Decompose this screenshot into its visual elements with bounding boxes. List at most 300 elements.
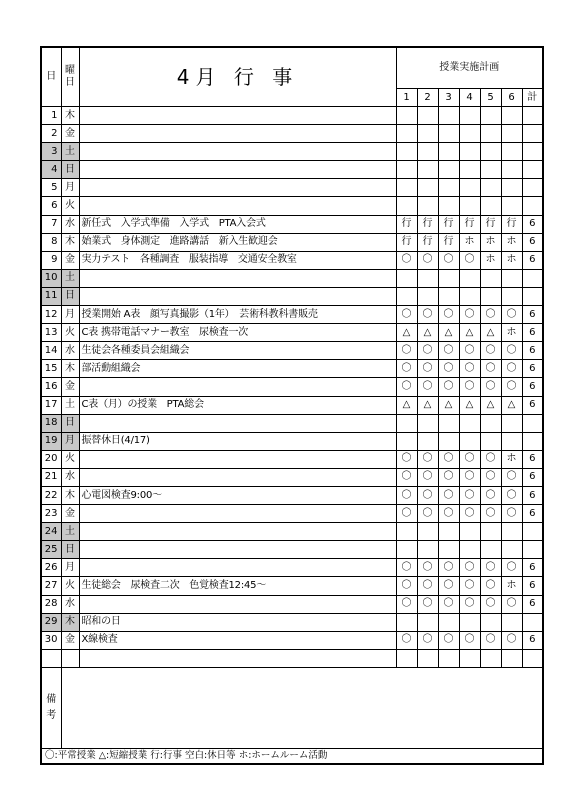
period-2-mark: [417, 179, 438, 197]
period-total: 6: [522, 468, 543, 486]
weekday: 水: [61, 215, 79, 233]
day-row: [41, 577, 543, 595]
day-number: 25: [41, 541, 61, 559]
day-row: [41, 523, 543, 541]
day-number: 23: [41, 505, 61, 523]
period-6-mark: 〇: [501, 306, 522, 324]
period-total: [522, 414, 543, 432]
day-row: [41, 613, 543, 631]
blank-cell: [41, 649, 61, 667]
period-6-mark: 行: [501, 215, 522, 233]
period-total: [522, 143, 543, 161]
event-text: X線検査: [79, 631, 396, 649]
weekday: 水: [61, 595, 79, 613]
period-5-mark: 〇: [480, 378, 501, 396]
weekday: 火: [61, 324, 79, 342]
event-text: [79, 378, 396, 396]
period-4-mark: 〇: [459, 577, 480, 595]
period-4-mark: [459, 197, 480, 215]
period-total: 6: [522, 306, 543, 324]
period-3-mark: [438, 613, 459, 631]
weekday: 日: [61, 541, 79, 559]
schedule-table: [40, 46, 544, 765]
period-1-mark: 〇: [396, 468, 417, 486]
day-row: [41, 143, 543, 161]
period-1-mark: 行: [396, 233, 417, 251]
period-3-mark: 〇: [438, 468, 459, 486]
period-3-mark: [438, 143, 459, 161]
period-4-mark: [459, 414, 480, 432]
event-text: [79, 197, 396, 215]
day-number: 14: [41, 342, 61, 360]
period-total: 6: [522, 215, 543, 233]
period-total: 6: [522, 251, 543, 269]
period-6-mark: ホ: [501, 324, 522, 342]
period-6-mark: [501, 107, 522, 125]
period-total: [522, 432, 543, 450]
event-text: [79, 269, 396, 287]
period-total: 6: [522, 396, 543, 414]
day-number: 3: [41, 143, 61, 161]
period-total: [522, 269, 543, 287]
event-text: [79, 559, 396, 577]
day-number: 26: [41, 559, 61, 577]
weekday: 木: [61, 613, 79, 631]
period-5-mark: [480, 432, 501, 450]
legend-row: [41, 748, 543, 764]
event-text: 始業式 身体測定 進路講話 新入生歓迎会: [79, 233, 396, 251]
event-text: C表（月）の授業 PTA総会: [79, 396, 396, 414]
period-3-mark: △: [438, 324, 459, 342]
period-6-mark: 〇: [501, 559, 522, 577]
period-5-mark: [480, 197, 501, 215]
period-1-mark: [396, 287, 417, 305]
period-4-mark: [459, 179, 480, 197]
event-text: 振替休日(4/17): [79, 432, 396, 450]
period-2-mark: 〇: [417, 378, 438, 396]
event-text: [79, 541, 396, 559]
day-number: 13: [41, 324, 61, 342]
period-2-mark: 〇: [417, 595, 438, 613]
weekday: 木: [61, 233, 79, 251]
period-2-mark: 〇: [417, 251, 438, 269]
period-total: 6: [522, 559, 543, 577]
period-3-mark: [438, 269, 459, 287]
period-total: 6: [522, 342, 543, 360]
period-total: [522, 161, 543, 179]
period-3-mark: 〇: [438, 631, 459, 649]
period-4-mark: 〇: [459, 486, 480, 504]
weekday: 火: [61, 197, 79, 215]
period-4-mark: 〇: [459, 559, 480, 577]
period-5-mark: 〇: [480, 342, 501, 360]
remarks-label: [41, 667, 61, 748]
period-6-mark: ホ: [501, 251, 522, 269]
period-5-mark: 〇: [480, 306, 501, 324]
period-1-mark: 〇: [396, 450, 417, 468]
period-1-mark: 〇: [396, 577, 417, 595]
day-column-header: 日: [41, 47, 61, 107]
period-3-mark: △: [438, 396, 459, 414]
period-4-mark: [459, 432, 480, 450]
event-text: [79, 468, 396, 486]
period-total: 6: [522, 486, 543, 504]
period-6-mark: 〇: [501, 342, 522, 360]
period-5-mark: [480, 269, 501, 287]
period-total: 6: [522, 631, 543, 649]
period-2-mark: [417, 125, 438, 143]
period-1-mark: 〇: [396, 360, 417, 378]
blank-row: [41, 649, 543, 667]
period-3-mark: 〇: [438, 559, 459, 577]
period-2-mark: 〇: [417, 468, 438, 486]
period-6-mark: [501, 432, 522, 450]
period-1-mark: [396, 613, 417, 631]
day-number: 9: [41, 251, 61, 269]
period-3-mark: [438, 179, 459, 197]
blank-cell: [459, 649, 480, 667]
period-6-mark: 〇: [501, 486, 522, 504]
period-2-mark: 〇: [417, 342, 438, 360]
period-6-mark: ホ: [501, 577, 522, 595]
period-4-mark: ホ: [459, 233, 480, 251]
period-5-mark: [480, 143, 501, 161]
period-4-mark: [459, 125, 480, 143]
period-6-mark: △: [501, 396, 522, 414]
period-total: 6: [522, 577, 543, 595]
day-number: 27: [41, 577, 61, 595]
period-6-mark: 〇: [501, 505, 522, 523]
day-row: [41, 505, 543, 523]
period-2-mark: 〇: [417, 450, 438, 468]
period-4-mark: [459, 107, 480, 125]
period-3-mark: [438, 523, 459, 541]
period-1-mark: 〇: [396, 251, 417, 269]
period-6-mark: [501, 179, 522, 197]
period-6-mark: [501, 414, 522, 432]
period-3-mark: [438, 107, 459, 125]
period-3-mark: 〇: [438, 360, 459, 378]
period-2-mark: 〇: [417, 486, 438, 504]
period-5-mark: [480, 613, 501, 631]
weekday: 月: [61, 179, 79, 197]
day-number: 21: [41, 468, 61, 486]
period-total: 6: [522, 233, 543, 251]
class-plan-header: 授業実施計画: [396, 47, 543, 89]
weekday: 月: [61, 306, 79, 324]
period-5-mark: ホ: [480, 233, 501, 251]
day-number: 18: [41, 414, 61, 432]
period-1-mark: 〇: [396, 486, 417, 504]
day-row: [41, 396, 543, 414]
blank-cell: [501, 649, 522, 667]
period-2-mark: [417, 613, 438, 631]
weekday-column-header: [61, 47, 79, 107]
period-5-mark: 〇: [480, 486, 501, 504]
period-4-mark: 〇: [459, 378, 480, 396]
event-text: [79, 107, 396, 125]
period-4-mark: 〇: [459, 450, 480, 468]
period-2-mark: [417, 523, 438, 541]
period-3-mark: [438, 541, 459, 559]
period-5-mark: 〇: [480, 577, 501, 595]
blank-cell: [522, 649, 543, 667]
period-2-mark: [417, 432, 438, 450]
period-3-mark: 〇: [438, 342, 459, 360]
period-5-mark: [480, 414, 501, 432]
period-4-mark: [459, 161, 480, 179]
period-6-mark: [501, 613, 522, 631]
period-2-mark: [417, 161, 438, 179]
weekday: 日: [61, 161, 79, 179]
weekday: 土: [61, 523, 79, 541]
day-row: [41, 197, 543, 215]
day-number: 22: [41, 486, 61, 504]
period-4-mark: △: [459, 324, 480, 342]
period-3-mark: [438, 197, 459, 215]
period-5-mark: 〇: [480, 450, 501, 468]
period-3-mark: 行: [438, 233, 459, 251]
day-row: [41, 360, 543, 378]
period-4-mark: 〇: [459, 306, 480, 324]
period-3-mark: 〇: [438, 306, 459, 324]
weekday: 月: [61, 432, 79, 450]
event-text: 心電図検査9:00～: [79, 486, 396, 504]
day-number: 16: [41, 378, 61, 396]
period-4-mark: [459, 613, 480, 631]
period-5-mark: 〇: [480, 360, 501, 378]
period-4-mark: 〇: [459, 468, 480, 486]
event-text: [79, 143, 396, 161]
period-3-mark: [438, 125, 459, 143]
day-row: [41, 468, 543, 486]
day-number: 1: [41, 107, 61, 125]
period-6-mark: [501, 125, 522, 143]
day-row: [41, 233, 543, 251]
period-5-mark: 〇: [480, 559, 501, 577]
day-number: 5: [41, 179, 61, 197]
day-number: 19: [41, 432, 61, 450]
period-6-mark: 〇: [501, 378, 522, 396]
period-1-mark: 行: [396, 215, 417, 233]
day-number: 24: [41, 523, 61, 541]
weekday: 月: [61, 559, 79, 577]
period-1-mark: △: [396, 324, 417, 342]
weekday: 木: [61, 360, 79, 378]
event-text: 生徒会各種委員会組織会: [79, 342, 396, 360]
remarks-label-line-2: 考: [46, 709, 57, 721]
weekday: 土: [61, 143, 79, 161]
period-total: [522, 541, 543, 559]
event-text: [79, 450, 396, 468]
period-total: [522, 197, 543, 215]
day-number: 12: [41, 306, 61, 324]
period-6-mark: ホ: [501, 233, 522, 251]
legend: 〇:平常授業 △:短縮授業 行:行事 空白:休日等 ホ:ホームルーム活動: [41, 748, 543, 764]
period-4-mark: 〇: [459, 360, 480, 378]
period-5-mark: [480, 179, 501, 197]
day-row: [41, 541, 543, 559]
period-total: [522, 613, 543, 631]
weekday: 日: [61, 414, 79, 432]
period-3-mark: 行: [438, 215, 459, 233]
days-body: [41, 107, 543, 650]
period-2-mark: 〇: [417, 505, 438, 523]
event-text: [79, 161, 396, 179]
day-row: [41, 125, 543, 143]
header-row: [41, 47, 543, 89]
period-total: [522, 107, 543, 125]
period-4-mark: △: [459, 396, 480, 414]
event-text: [79, 414, 396, 432]
weekday-header-line-1: 曜: [65, 65, 75, 76]
day-number: 2: [41, 125, 61, 143]
weekday: 金: [61, 631, 79, 649]
period-6-mark: 〇: [501, 631, 522, 649]
event-text: [79, 505, 396, 523]
day-number: 28: [41, 595, 61, 613]
day-number: 20: [41, 450, 61, 468]
period-6-mark: [501, 287, 522, 305]
weekday: 日: [61, 287, 79, 305]
day-row: [41, 450, 543, 468]
period-5-mark: △: [480, 324, 501, 342]
period-2-mark: [417, 541, 438, 559]
period-3-mark: [438, 414, 459, 432]
period-total: 6: [522, 360, 543, 378]
period-3-mark: 〇: [438, 577, 459, 595]
period-1-mark: [396, 143, 417, 161]
weekday: 土: [61, 396, 79, 414]
period-5-mark: [480, 125, 501, 143]
day-number: 17: [41, 396, 61, 414]
day-number: 7: [41, 215, 61, 233]
period-1-header: 1: [396, 89, 417, 107]
period-1-mark: 〇: [396, 559, 417, 577]
day-number: 6: [41, 197, 61, 215]
day-row: [41, 486, 543, 504]
day-row: [41, 595, 543, 613]
period-4-mark: [459, 541, 480, 559]
period-total: 6: [522, 595, 543, 613]
weekday: 木: [61, 107, 79, 125]
day-row: [41, 107, 543, 125]
period-4-header: 4: [459, 89, 480, 107]
page-title: 4月 行 事: [79, 47, 396, 107]
weekday: 火: [61, 450, 79, 468]
period-6-mark: 〇: [501, 360, 522, 378]
weekday: 水: [61, 342, 79, 360]
period-5-mark: 行: [480, 215, 501, 233]
period-3-header: 3: [438, 89, 459, 107]
weekday: 水: [61, 468, 79, 486]
weekday: 木: [61, 486, 79, 504]
period-2-mark: △: [417, 396, 438, 414]
period-3-mark: 〇: [438, 486, 459, 504]
period-2-mark: △: [417, 324, 438, 342]
period-5-mark: ホ: [480, 251, 501, 269]
event-text: 新任式 入学式準備 入学式 PTA入会式: [79, 215, 396, 233]
period-6-mark: [501, 269, 522, 287]
weekday: 金: [61, 125, 79, 143]
period-1-mark: 〇: [396, 342, 417, 360]
day-number: 4: [41, 161, 61, 179]
period-4-mark: 〇: [459, 505, 480, 523]
period-4-mark: [459, 287, 480, 305]
period-5-mark: [480, 107, 501, 125]
day-row: [41, 287, 543, 305]
weekday: 金: [61, 505, 79, 523]
day-number: 8: [41, 233, 61, 251]
period-4-mark: [459, 269, 480, 287]
period-2-mark: 〇: [417, 306, 438, 324]
period-1-mark: [396, 269, 417, 287]
period-4-mark: 〇: [459, 631, 480, 649]
period-1-mark: [396, 523, 417, 541]
period-3-mark: [438, 432, 459, 450]
period-3-mark: [438, 161, 459, 179]
period-total: [522, 287, 543, 305]
period-2-mark: [417, 143, 438, 161]
period-2-mark: 行: [417, 215, 438, 233]
blank-cell: [417, 649, 438, 667]
period-total: 6: [522, 450, 543, 468]
day-number: 10: [41, 269, 61, 287]
event-text: 昭和の日: [79, 613, 396, 631]
period-6-mark: ホ: [501, 450, 522, 468]
period-1-mark: 〇: [396, 631, 417, 649]
day-row: [41, 432, 543, 450]
period-1-mark: [396, 161, 417, 179]
remarks-row: [41, 667, 543, 748]
schedule-sheet: [40, 46, 538, 765]
period-2-mark: 〇: [417, 631, 438, 649]
blank-cell: [438, 649, 459, 667]
day-row: [41, 631, 543, 649]
period-5-mark: [480, 161, 501, 179]
period-2-mark: [417, 269, 438, 287]
period-4-mark: 〇: [459, 342, 480, 360]
day-row: [41, 378, 543, 396]
period-6-mark: 〇: [501, 595, 522, 613]
period-3-mark: 〇: [438, 595, 459, 613]
period-2-mark: 〇: [417, 577, 438, 595]
period-5-mark: [480, 287, 501, 305]
period-1-mark: [396, 107, 417, 125]
weekday: 火: [61, 577, 79, 595]
weekday: 金: [61, 251, 79, 269]
day-number: 30: [41, 631, 61, 649]
event-text: 生徒総会 尿検査二次 色覚検査12:45～: [79, 577, 396, 595]
period-1-mark: 〇: [396, 306, 417, 324]
period-1-mark: [396, 541, 417, 559]
period-1-mark: 〇: [396, 378, 417, 396]
day-row: [41, 269, 543, 287]
period-1-mark: [396, 432, 417, 450]
period-total: [522, 179, 543, 197]
day-row: [41, 559, 543, 577]
day-row: [41, 179, 543, 197]
period-1-mark: △: [396, 396, 417, 414]
day-number: 11: [41, 287, 61, 305]
event-text: 授業開始 A表 顔写真撮影（1年） 芸術科教科書販売: [79, 306, 396, 324]
event-text: 部活動組織会: [79, 360, 396, 378]
event-text: [79, 595, 396, 613]
period-4-mark: [459, 143, 480, 161]
period-1-mark: [396, 125, 417, 143]
period-6-mark: 〇: [501, 468, 522, 486]
period-5-mark: △: [480, 396, 501, 414]
